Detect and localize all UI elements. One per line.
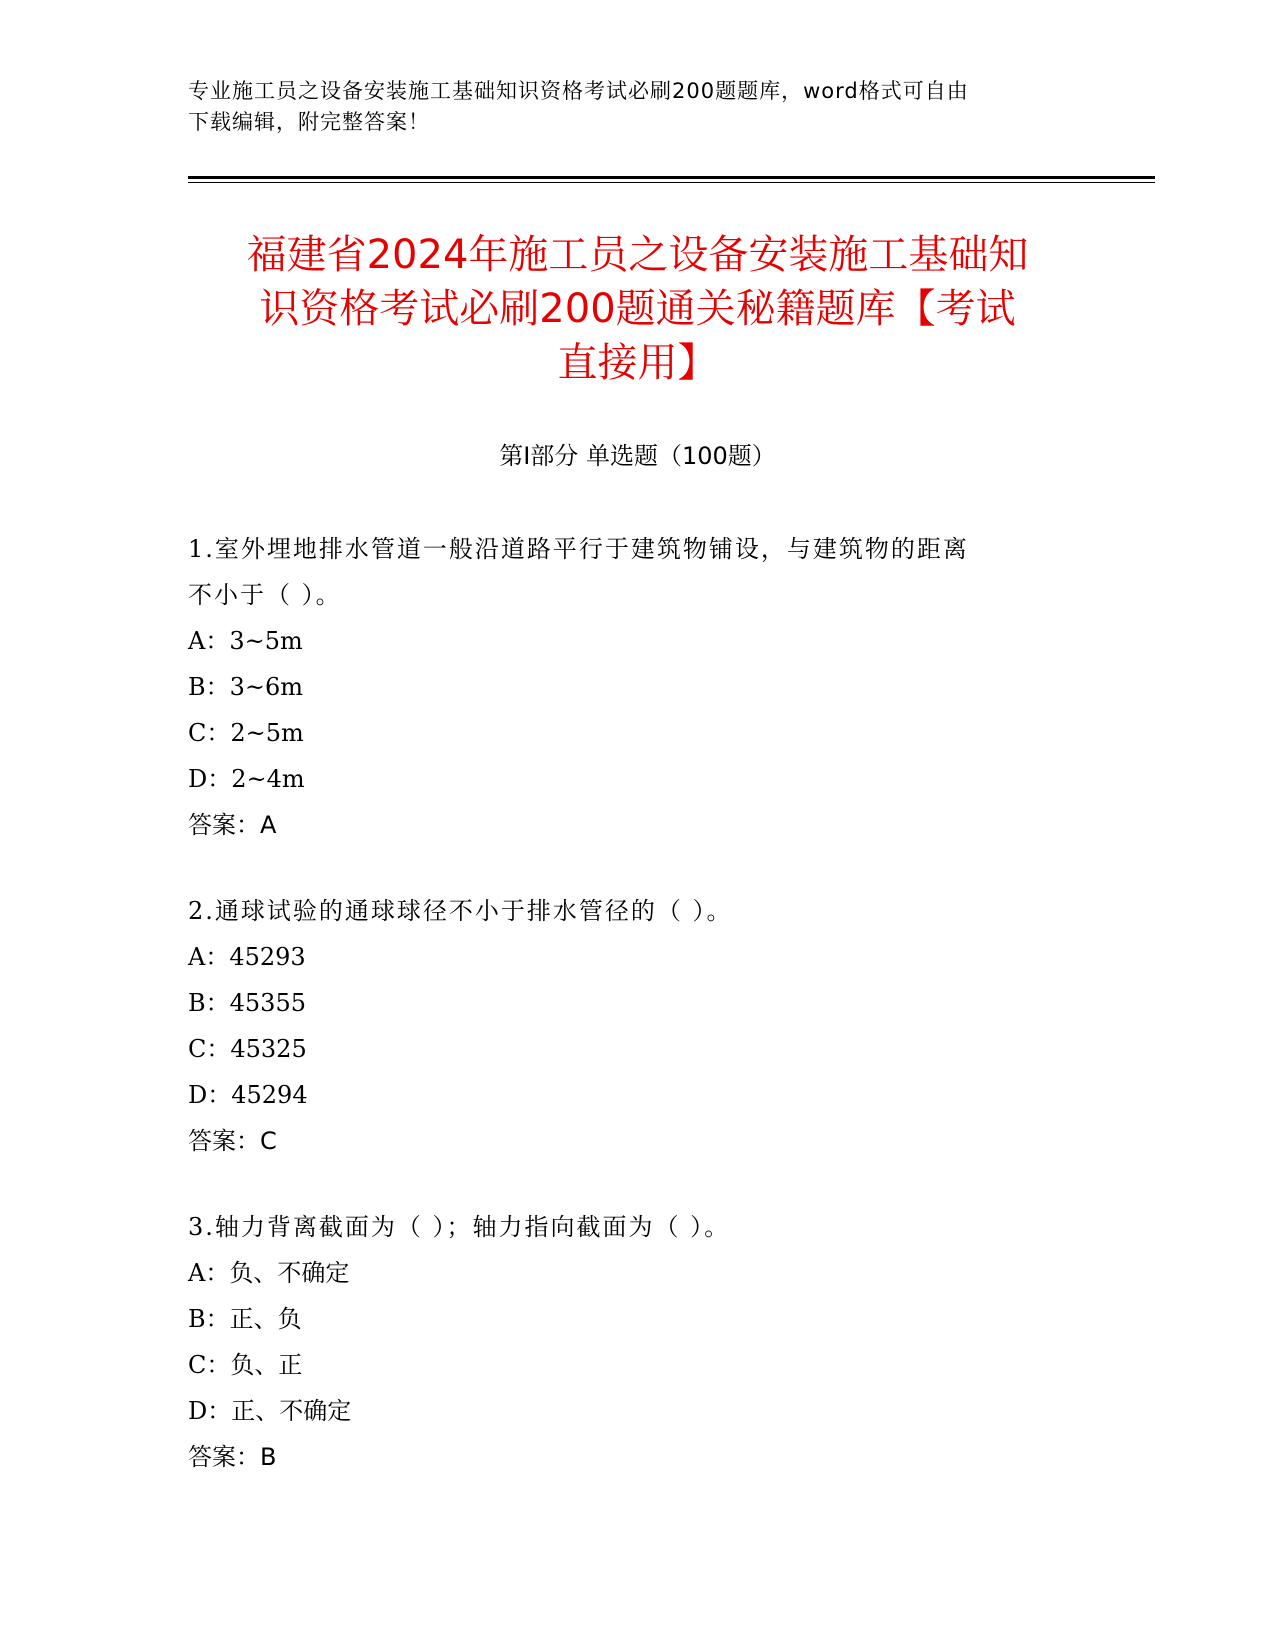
question-text-line: 1.室外埋地排水管道一般沿道路平行于建筑物铺设，与建筑物的距离 — [188, 535, 969, 563]
option-a: A：3~5m — [188, 627, 303, 655]
header-divider-thin — [188, 182, 1155, 183]
title-line-3: 直接用】 — [557, 340, 718, 386]
option-c: C：2~5m — [188, 719, 304, 747]
option-a: A：45293 — [188, 943, 306, 971]
option-b: B：45355 — [188, 989, 306, 1017]
question-text-line: 2.通球试验的通球球径不小于排水管径的（ ）。 — [188, 897, 733, 925]
question-text-line: 不小于（ ）。 — [188, 581, 342, 609]
header-note-line-1: 专业施工员之设备安装施工基础知识资格考试必刷200题题库，word格式可自由 — [188, 79, 969, 103]
option-d: D：2~4m — [188, 765, 305, 793]
option-c: C：45325 — [188, 1035, 307, 1063]
answer: 答案：A — [188, 811, 277, 839]
option-d: D：正、不确定 — [188, 1397, 352, 1425]
option-b: B：正、负 — [188, 1305, 302, 1333]
title-line-2: 识资格考试必刷200题通关秘籍题库【考试 — [259, 286, 1016, 332]
header-note — [188, 76, 1088, 138]
answer: 答案：B — [188, 1443, 277, 1471]
question-3 — [188, 1204, 1088, 1480]
option-c: C：负、正 — [188, 1351, 303, 1379]
document-title — [170, 228, 1105, 390]
question-2 — [188, 888, 1088, 1164]
section-heading: 第Ⅰ部分 单选题（100题） — [499, 442, 776, 470]
question-text-line: 3.轴力背离截面为（ ）；轴力指向截面为（ ）。 — [188, 1213, 731, 1241]
option-b: B：3~6m — [188, 673, 304, 701]
question-list — [188, 526, 1088, 1520]
header-divider-thick — [188, 176, 1155, 179]
title-line-1: 福建省2024年施工员之设备安装施工基础知 — [246, 232, 1029, 278]
question-1 — [188, 526, 1088, 848]
option-a: A：负、不确定 — [188, 1259, 350, 1287]
answer: 答案：C — [188, 1127, 277, 1155]
option-d: D：45294 — [188, 1081, 308, 1109]
header-note-line-2: 下载编辑，附完整答案！ — [188, 110, 430, 134]
